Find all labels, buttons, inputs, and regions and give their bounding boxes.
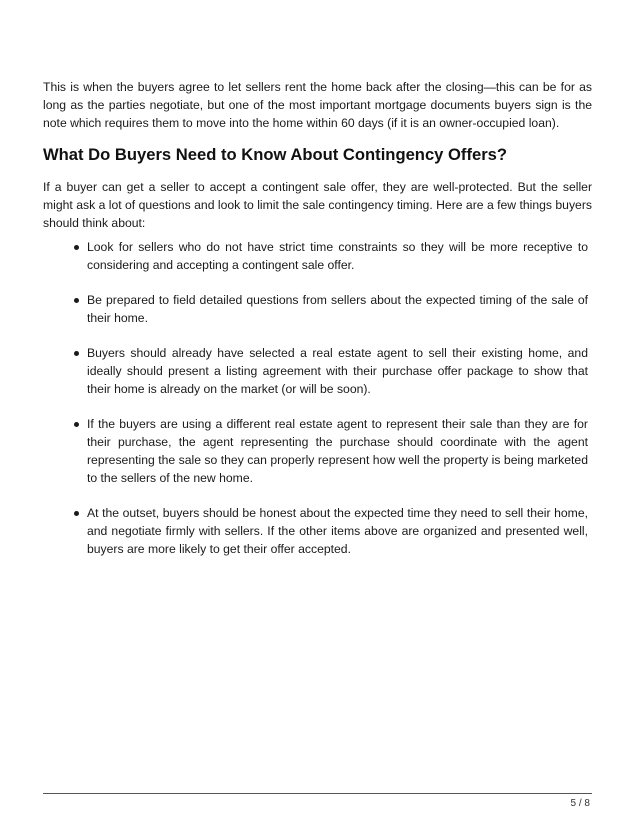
bullet-dot-icon — [74, 351, 79, 356]
list-item — [74, 415, 588, 487]
intro-paragraph: This is when the buyers agree to let sellers rent the home back after the closing—this can be for as long as the parties negotiate, but one of the most important mortgage documents buyers sign is the note which requires them to move into the home within 60 days (if it is an owner-occupied loan). — [43, 80, 592, 130]
list-item — [74, 344, 588, 398]
list-item-text: At the outset, buyers should be honest about the expected time they need to sell their home, and negotiate firmly with sellers. If the other items above are organized and presented well, buyers are more likely to get their offer accepted. — [87, 506, 588, 556]
list-item — [74, 291, 588, 327]
bullet-dot-icon — [74, 245, 79, 250]
bullet-list — [74, 238, 588, 575]
list-item-text: Be prepared to field detailed questions from sellers about the expected timing of the sale of their home. — [87, 293, 588, 325]
list-item — [74, 504, 588, 558]
list-item-text: Look for sellers who do not have strict time constraints so they will be more receptive to considering and accepting a contingent sale offer. — [87, 240, 588, 272]
page-number: 5 / 8 — [570, 798, 590, 809]
list-item-text: If the buyers are using a different real estate agent to represent their sale than they are for their purchase, the agent representing the purchase should coordinate with the agent representing the sale so they can properly represent how well the property is being marketed to the sellers of the new home. — [87, 417, 588, 485]
list-item — [74, 238, 588, 274]
list-item-text: Buyers should already have selected a real estate agent to sell their existing home, and ideally should present a listing agreement with their purchase offer package to show that their home is already on the market (or will be soon). — [87, 346, 588, 396]
footer-divider — [43, 793, 592, 794]
section-lead-paragraph: If a buyer can get a seller to accept a contingent sale offer, they are well-protected. But the seller might ask a lot of questions and look to limit the sale contingency timing. Here are a few things buyers should think about: — [43, 180, 592, 230]
bullet-dot-icon — [74, 298, 79, 303]
bullet-dot-icon — [74, 511, 79, 516]
bullet-dot-icon — [74, 422, 79, 427]
section-heading: What Do Buyers Need to Know About Contingency Offers? — [43, 145, 508, 164]
